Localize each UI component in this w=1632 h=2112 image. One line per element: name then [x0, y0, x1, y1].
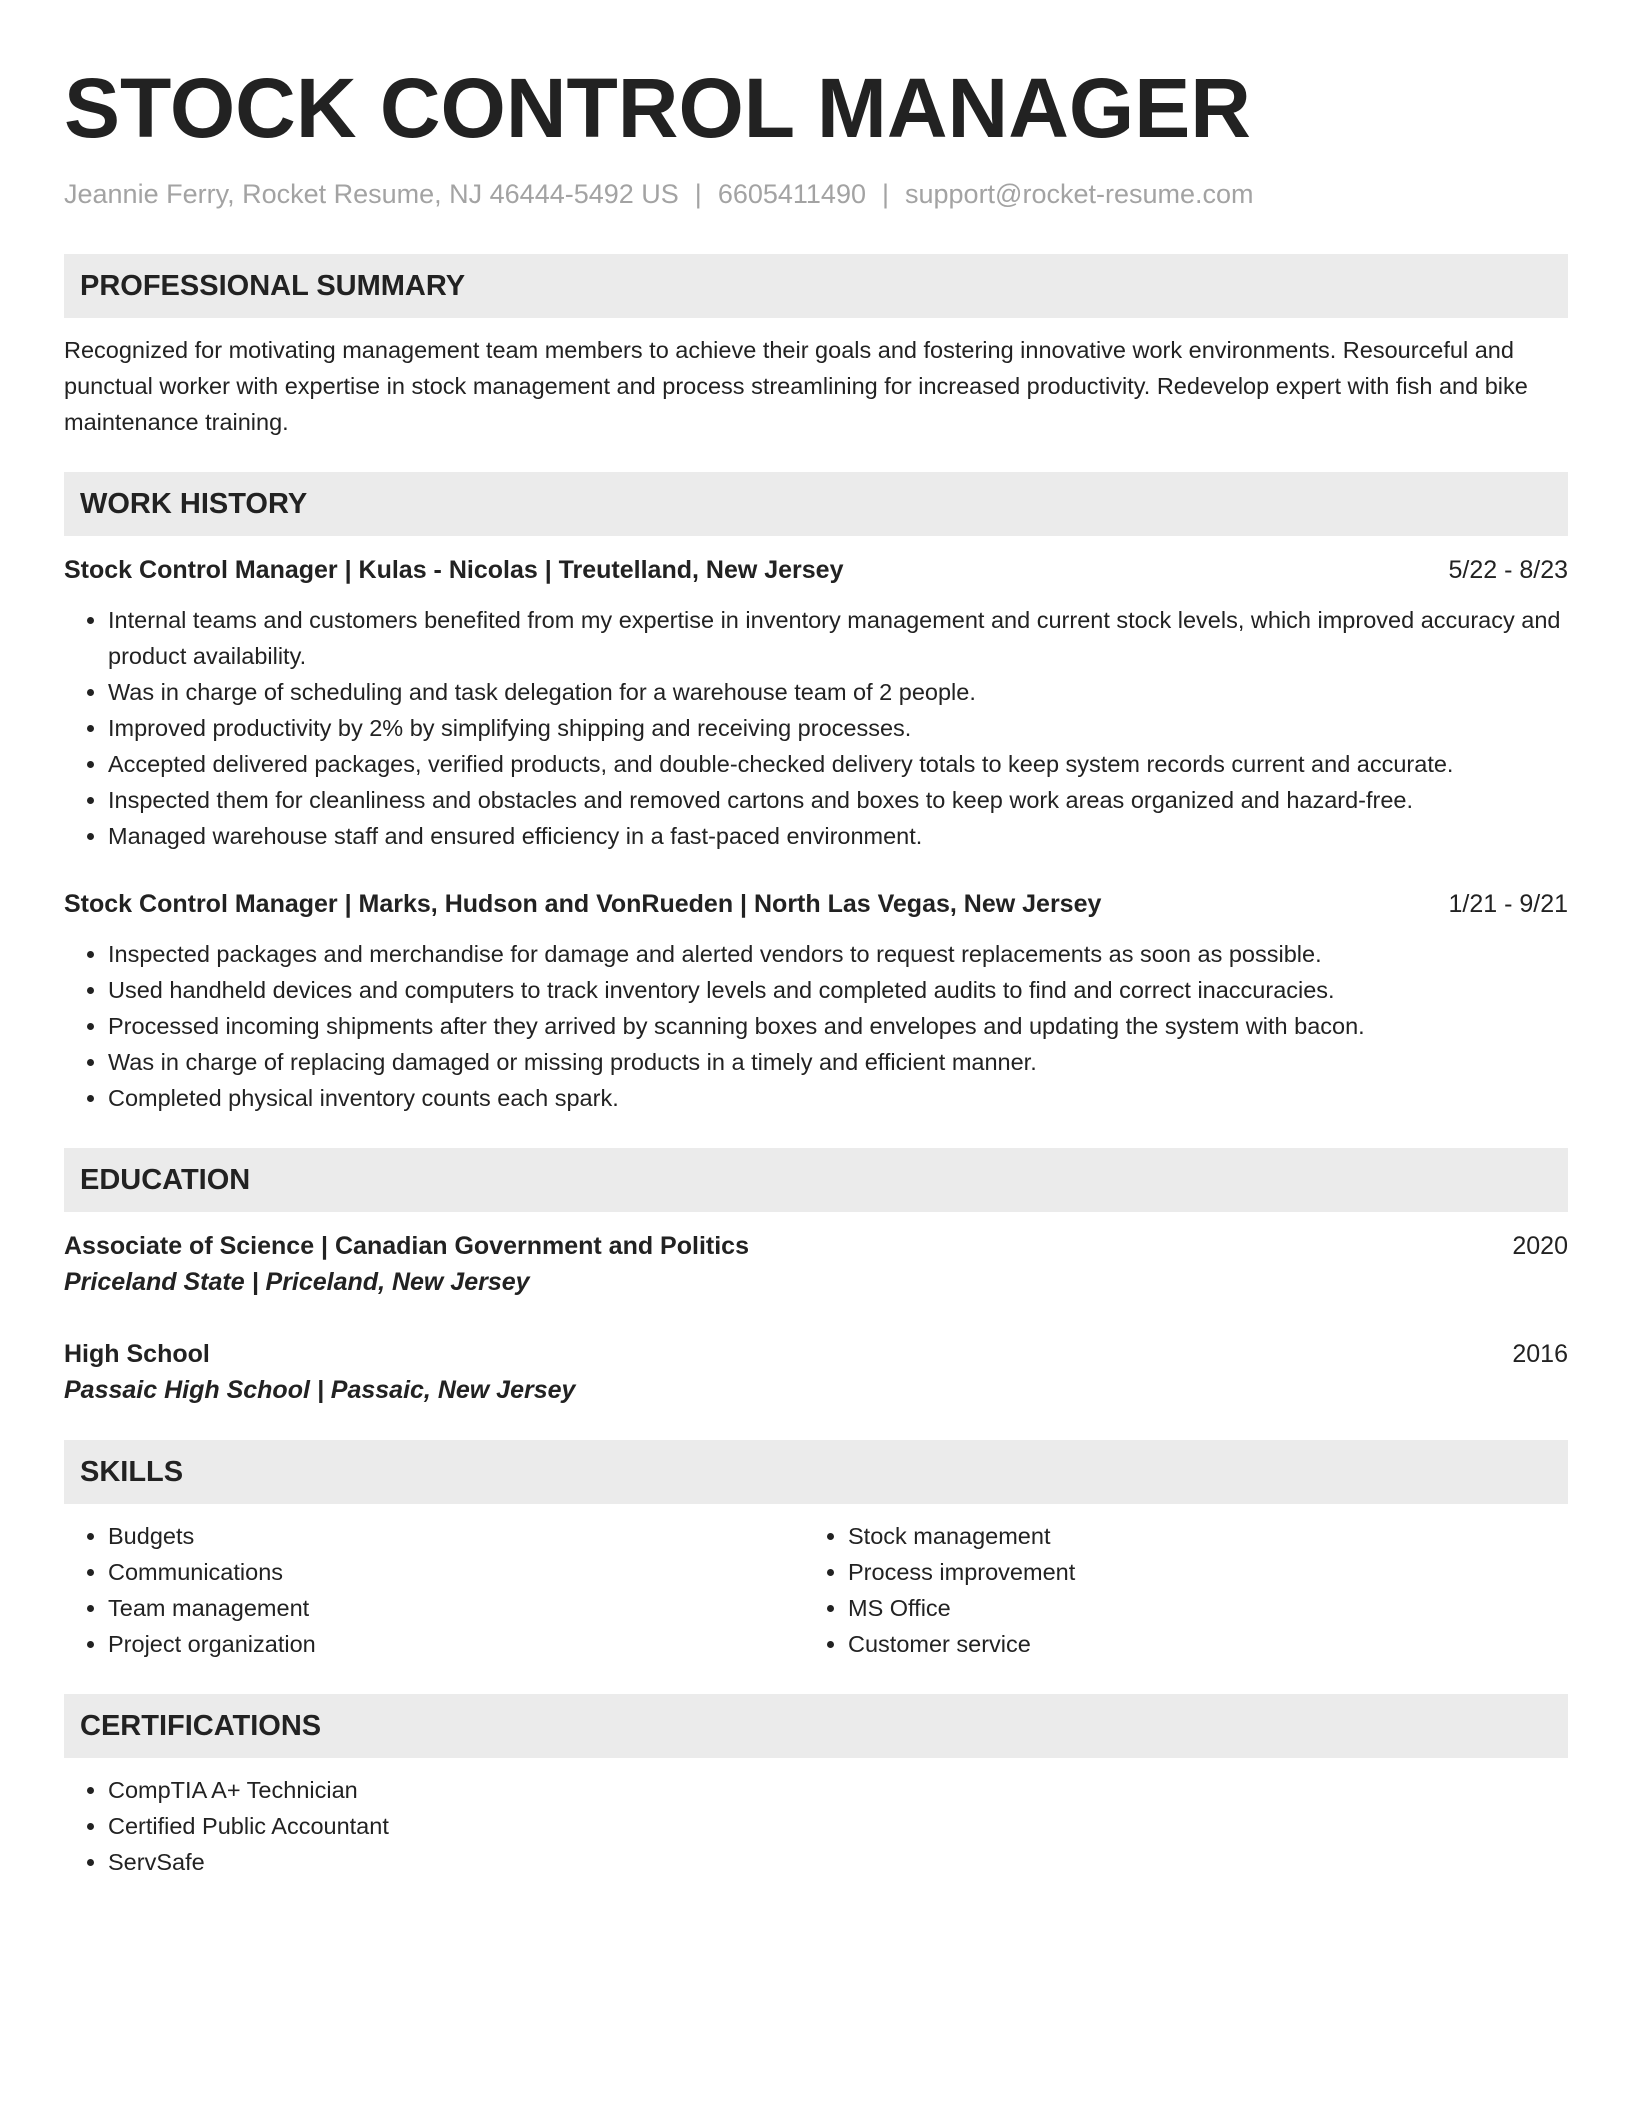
job-header	[64, 886, 1568, 922]
contact-phone: 6605411490	[717, 179, 866, 209]
section-header-certifications: CERTIFICATIONS	[64, 1694, 1568, 1758]
contact-separator: |	[881, 179, 889, 209]
job-bullet: • Internal teams and customers benefited from my expertise in inventory management and current stock levels, which improved accuracy and product availability.	[108, 602, 1568, 674]
skills-column-left	[64, 1518, 804, 1662]
section-header-education: EDUCATION	[64, 1148, 1568, 1212]
contact-email: support@rocket-resume.com	[905, 179, 1254, 209]
education-entry	[64, 1228, 1568, 1300]
job-dates: 5/22 - 8/23	[1448, 556, 1568, 584]
job-bullet: • Completed physical inventory counts each spark.	[108, 1080, 1568, 1116]
section-header-summary: PROFESSIONAL SUMMARY	[64, 254, 1568, 318]
skill-item: • Process improvement	[848, 1554, 1544, 1590]
skills-list	[804, 1518, 1544, 1662]
education-degree: Associate of Science | Canadian Government and Politics	[64, 1232, 749, 1260]
job-header	[64, 552, 1568, 588]
contact-separator: |	[694, 179, 702, 209]
job-bullet: • Improved productivity by 2% by simplifying shipping and receiving processes.	[108, 710, 1568, 746]
certification-item: • CompTIA A+ Technician	[108, 1772, 1568, 1808]
job-bullet: • Accepted delivered packages, verified products, and double-checked delivery totals to keep system records current and accurate.	[108, 746, 1568, 782]
job-bullet-list	[64, 936, 1568, 1116]
section-header-skills: SKILLS	[64, 1440, 1568, 1504]
job-bullet: • Managed warehouse staff and ensured efficiency in a fast-paced environment.	[108, 818, 1568, 854]
skill-item: • Project organization	[108, 1626, 804, 1662]
job-title: Stock Control Manager | Marks, Hudson and VonRueden | North Las Vegas, New Jersey	[64, 890, 1102, 918]
job-entry	[64, 886, 1568, 1116]
skill-item: • Customer service	[848, 1626, 1544, 1662]
contact-address: Jeannie Ferry, Rocket Resume, NJ 46444-5492 US	[64, 179, 679, 209]
skills-column-right	[804, 1518, 1544, 1662]
education-year: 2016	[1512, 1340, 1568, 1368]
skill-item: • Team management	[108, 1590, 804, 1626]
skill-item: • Stock management	[848, 1518, 1544, 1554]
skills-grid	[64, 1518, 1568, 1662]
resume-title: STOCK CONTROL MANAGER	[64, 61, 1251, 155]
job-bullet: • Inspected them for cleanliness and obstacles and removed cartons and boxes to keep work areas organized and hazard-free.	[108, 782, 1568, 818]
section-header-work-history: WORK HISTORY	[64, 472, 1568, 536]
education-entry	[64, 1336, 1568, 1408]
education-header	[64, 1336, 1568, 1372]
contact-line	[64, 176, 1568, 212]
job-bullet: • Inspected packages and merchandise for damage and alerted vendors to request replacements as soon as possible.	[108, 936, 1568, 972]
job-bullet: • Used handheld devices and computers to track inventory levels and completed audits to find and correct inaccuracies.	[108, 972, 1568, 1008]
education-school: Priceland State | Priceland, New Jersey	[64, 1268, 530, 1296]
job-bullet: • Was in charge of replacing damaged or missing products in a timely and efficient manner.	[108, 1044, 1568, 1080]
summary-text: Recognized for motivating management team members to achieve their goals and fostering innovative work environments. Resourceful and punctual worker with expertise in stock management and process streamlining for increased productivity. Redevelop expert with fish and bike maintenance training.	[64, 337, 1528, 435]
job-title: Stock Control Manager | Kulas - Nicolas | Treutelland, New Jersey	[64, 556, 844, 584]
job-bullet: • Was in charge of scheduling and task delegation for a warehouse team of 2 people.	[108, 674, 1568, 710]
job-bullet-list	[64, 602, 1568, 854]
education-school: Passaic High School | Passaic, New Jersey	[64, 1376, 576, 1404]
education-degree: High School	[64, 1340, 210, 1368]
education-header	[64, 1228, 1568, 1264]
certification-item: • ServSafe	[108, 1844, 1568, 1880]
skill-item: • Budgets	[108, 1518, 804, 1554]
job-bullet: • Processed incoming shipments after they arrived by scanning boxes and envelopes and updating the system with bacon.	[108, 1008, 1568, 1044]
skills-list	[64, 1518, 804, 1662]
education-year: 2020	[1512, 1232, 1568, 1260]
skill-item: • Communications	[108, 1554, 804, 1590]
skill-item: • MS Office	[848, 1590, 1544, 1626]
job-dates: 1/21 - 9/21	[1448, 890, 1568, 918]
job-entry	[64, 552, 1568, 854]
certification-item: • Certified Public Accountant	[108, 1808, 1568, 1844]
certifications-list	[64, 1772, 1568, 1880]
